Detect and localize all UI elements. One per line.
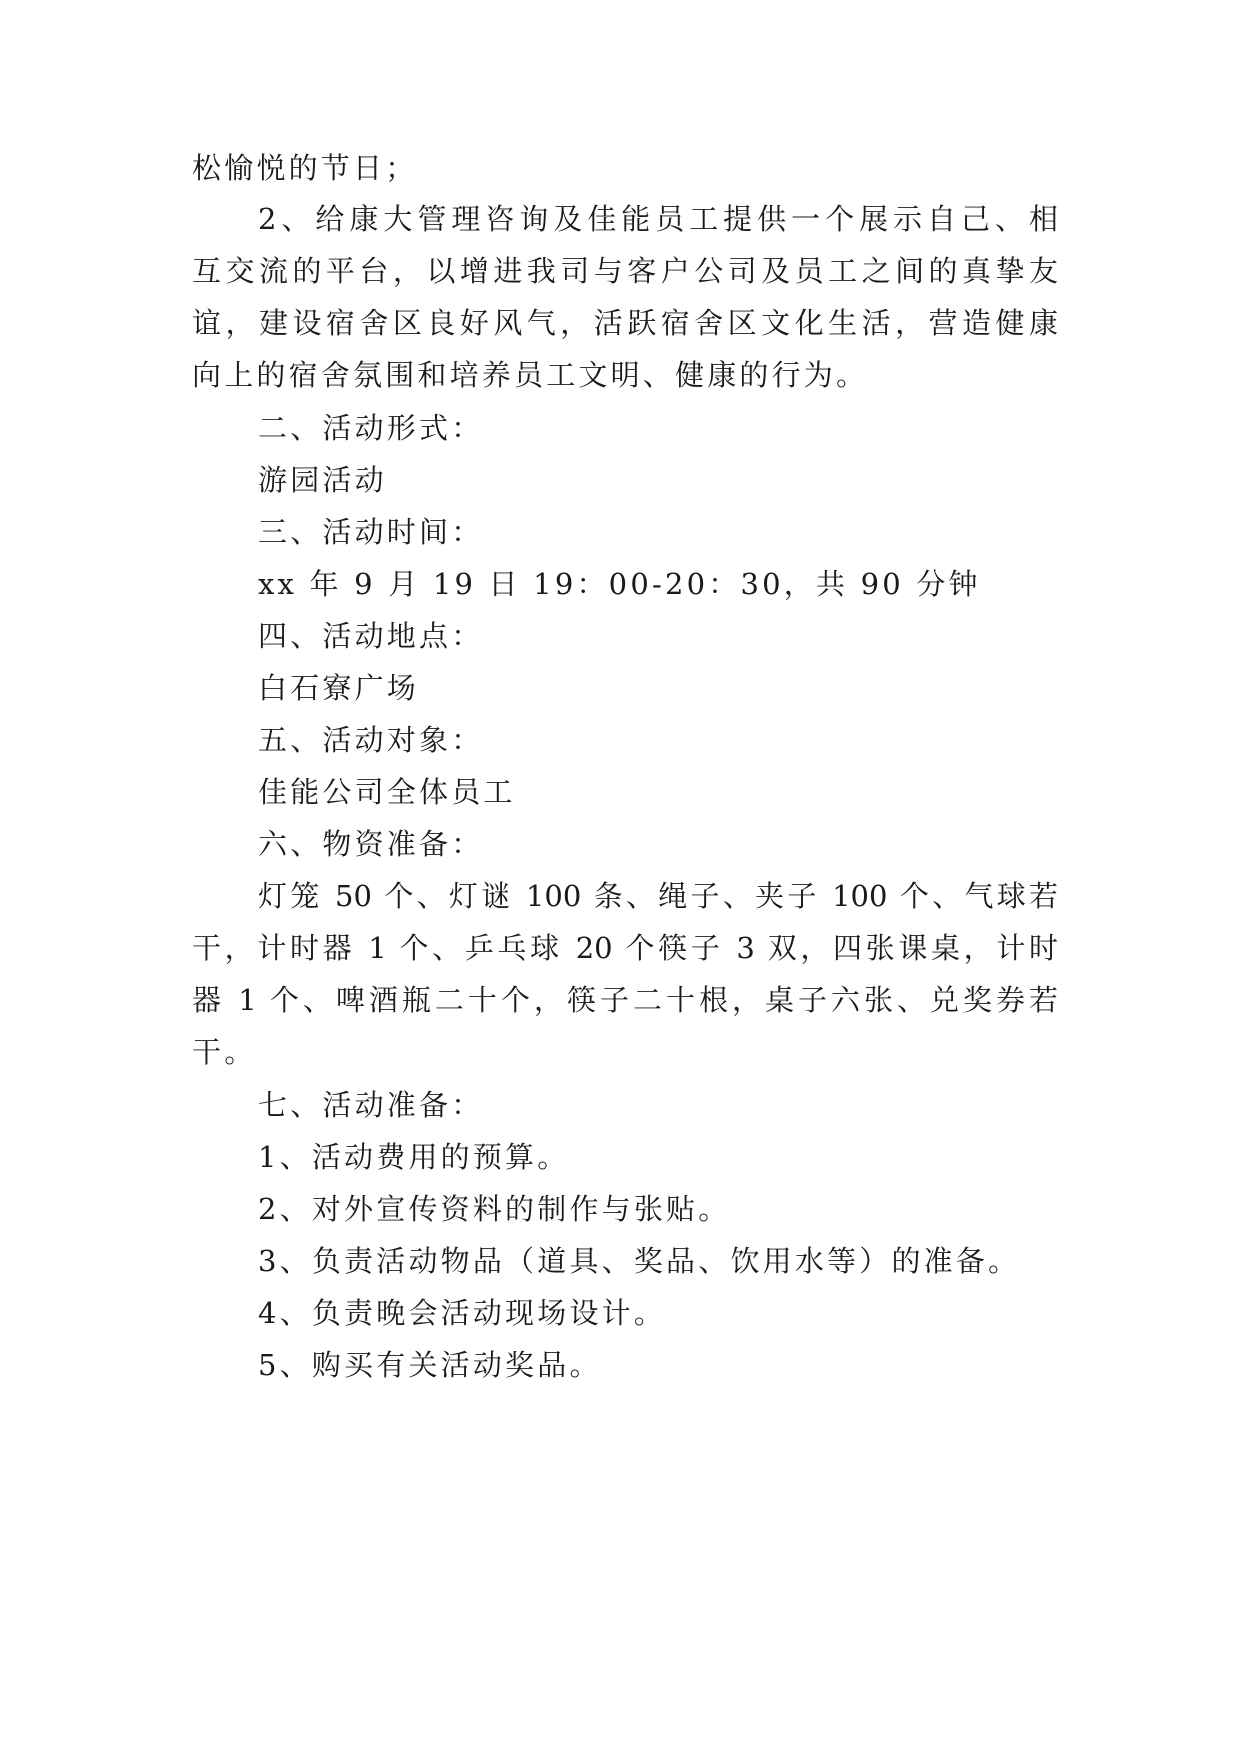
list-item: 3、负责活动物品（道具、奖品、饮用水等）的准备。 (258, 1244, 1021, 1278)
list-item: 4、负责晚会活动现场设计。 (258, 1296, 667, 1330)
text-line: 灯笼 50 个、灯谜 100 条、绳子、夹子 100 个、气球若 (258, 879, 1058, 913)
list-item: 5、购买有关活动奖品。 (258, 1348, 602, 1382)
section-heading: 三、活动时间： (258, 515, 484, 549)
text-line: 干。 (192, 1035, 257, 1069)
text-line: 干，计时器 1 个、乒乓球 20 个筷子 3 双，四张课桌，计时 (192, 931, 1058, 965)
text-line: 互交流的平台，以增进我司与客户公司及员工之间的真挚友 (192, 254, 1058, 288)
section-heading: 六、物资准备： (258, 827, 484, 861)
list-item: 1、活动费用的预算。 (258, 1140, 570, 1174)
section-heading: 二、活动形式： (258, 411, 484, 445)
text-line: 向上的宿舍氛围和培养员工文明、健康的行为。 (192, 358, 869, 392)
text-line: 佳能公司全体员工 (258, 775, 516, 809)
text-line: 器 1 个、啤酒瓶二十个，筷子二十根，桌子六张、兑奖券若 (192, 983, 1058, 1017)
document-page (192, 0, 1058, 1754)
section-heading: 七、活动准备： (258, 1088, 484, 1122)
text-line: 游园活动 (258, 463, 387, 497)
list-item: 2、对外宣传资料的制作与张贴。 (258, 1192, 731, 1226)
text-line: 谊，建设宿舍区良好风气，活跃宿舍区文化生活，营造健康 (192, 306, 1058, 340)
section-heading: 五、活动对象： (258, 723, 484, 757)
text-line: xx 年 9 月 19 日 19：00-20：30，共 90 分钟 (258, 567, 981, 601)
section-heading: 四、活动地点： (258, 619, 484, 653)
text-line: 松愉悦的节日； (192, 151, 418, 185)
text-line: 2、给康大管理咨询及佳能员工提供一个展示自己、相 (258, 202, 1058, 236)
text-line: 白石寮广场 (258, 671, 420, 705)
